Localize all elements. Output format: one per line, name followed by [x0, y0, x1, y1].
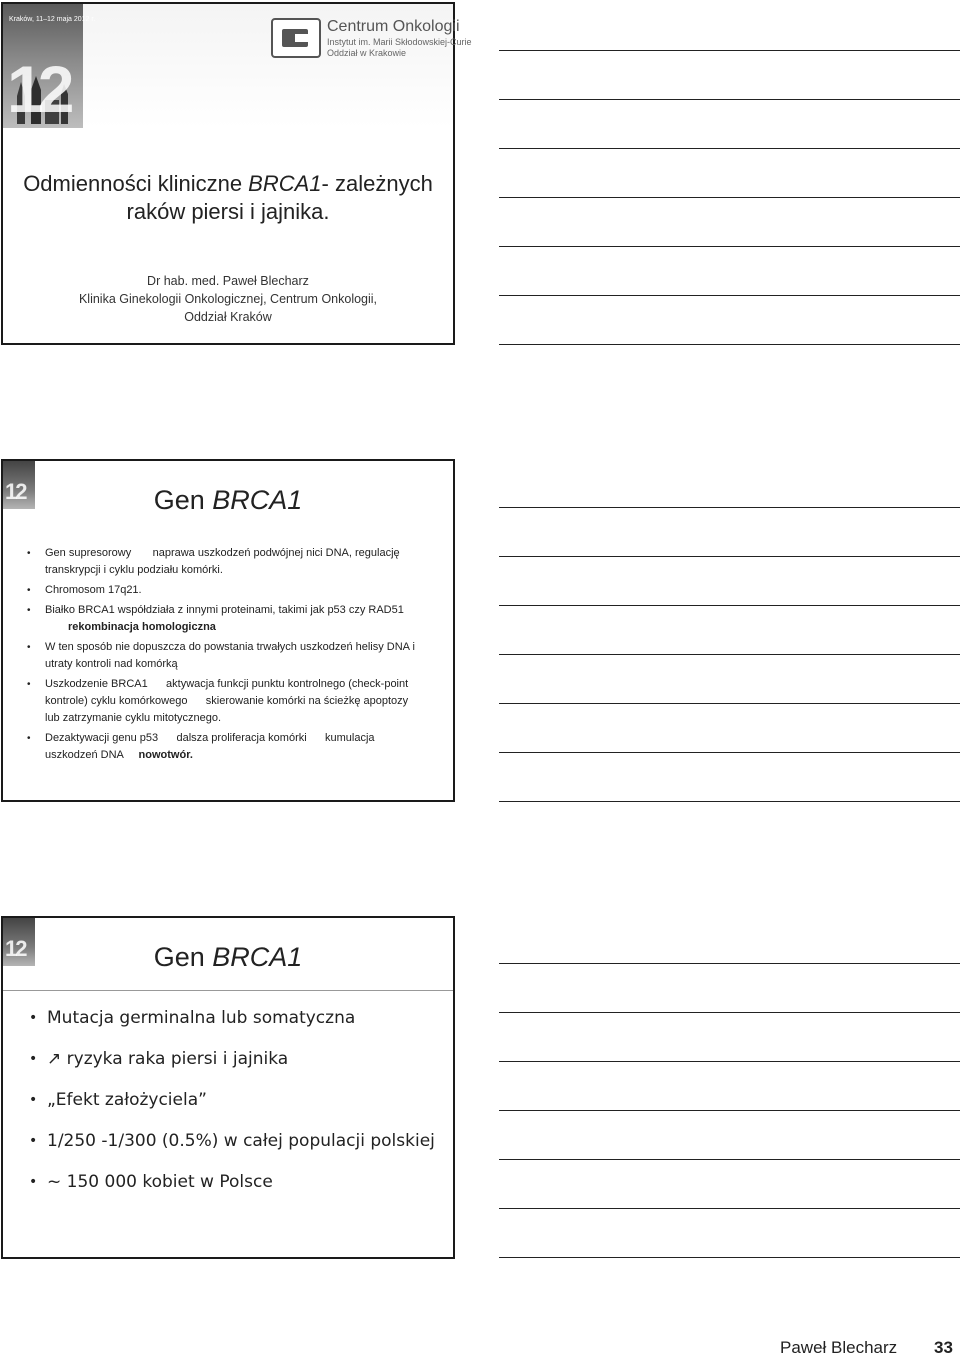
note-line: [499, 99, 960, 100]
slide-2: [1, 459, 455, 802]
note-line: [499, 148, 960, 149]
note-line: [499, 556, 960, 557]
list-item: [25, 676, 439, 727]
note-line: [499, 1159, 960, 1160]
list-item: • ~ 150 000 kobiet w Polsce: [29, 1170, 439, 1194]
author-name: Dr hab. med. Paweł Blecharz: [147, 274, 309, 288]
note-line: [499, 963, 960, 964]
note-line: [499, 1012, 960, 1013]
slide-1: [1, 2, 472, 345]
list-item: • Mutacja germinalna lub somatyczna: [29, 1006, 439, 1030]
note-line: [499, 295, 960, 296]
author-affiliation: Klinika Ginekologii Onkologicznej, Centrum Onkologii,: [78, 292, 378, 306]
logo-mark-icon: [271, 18, 321, 58]
title-gene-name: BRCA1: [248, 171, 322, 196]
conference-banner: [3, 4, 96, 128]
presentation-title: [3, 170, 453, 226]
title-text: Odmienności kliniczne: [23, 171, 249, 196]
list-item: [25, 730, 439, 764]
list-item: • „Efekt założyciela”: [29, 1088, 439, 1112]
note-line: [499, 801, 960, 802]
note-line: [499, 703, 960, 704]
footer-author: Paweł Blecharz: [780, 1338, 898, 1357]
item-text-bold: rekombinacja homologiczna: [68, 621, 216, 633]
logo-branch: Oddział w Krakowie: [327, 48, 407, 58]
logo-title: Centrum Onkologii: [327, 18, 460, 35]
item-text: Chromosom 17q21.: [45, 584, 142, 596]
centrum-onkologii-logo: [271, 18, 472, 62]
note-line: [499, 1061, 960, 1062]
title-gene-name: BRCA1: [212, 942, 303, 972]
author-affiliation: Oddział Kraków: [184, 310, 272, 324]
slide-title: [3, 942, 453, 973]
list-item: • ↗ ryzyka raka piersi i jajnika: [29, 1047, 439, 1071]
note-line: [499, 344, 960, 345]
bullet-list: [29, 1006, 439, 1211]
logo-subtitle: Instytut im. Marii Skłodowskiej-Curie: [327, 37, 472, 47]
title-divider: [3, 990, 453, 991]
banner-number: 12: [5, 479, 26, 504]
note-line: [499, 1110, 960, 1111]
list-item: • 1/250 -1/300 (0.5%) w całej populacji polskiej: [29, 1129, 439, 1153]
slide-title: [3, 485, 453, 516]
note-line: [499, 752, 960, 753]
title-text: - zależnych: [321, 171, 433, 196]
slide-3: [1, 916, 455, 1259]
note-line: [499, 605, 960, 606]
banner-number: 12: [5, 936, 26, 961]
banner-date: Kraków, 11–12 maja 2012 r.: [9, 16, 96, 23]
title-text: Gen: [153, 942, 213, 972]
item-text: transkrypcji i cyklu podziału komórki.: [45, 564, 223, 576]
banner-number: 12: [7, 52, 69, 126]
note-line: [499, 507, 960, 508]
title-text: raków piersi i jajnika.: [126, 199, 330, 224]
list-item: [25, 582, 439, 599]
note-line: [499, 246, 960, 247]
note-line: [499, 1257, 960, 1258]
list-item: [25, 602, 439, 636]
note-line: [499, 197, 960, 198]
item-text: Dezaktywacji genu p53 dalsza proliferacja komórki kumulacja: [45, 732, 375, 744]
title-text: Gen: [153, 485, 213, 515]
item-text: W ten sposób nie dopuszcza do powstania trwałych uszkodzeń helisy DNA i: [45, 641, 415, 653]
item-text-bold: nowotwór.: [138, 749, 193, 761]
list-item: [25, 639, 439, 673]
page-number: 33: [934, 1338, 953, 1357]
item-text: utraty kontroli nad komórką: [45, 658, 178, 670]
note-line: [499, 1208, 960, 1209]
item-text: Uszkodzenie BRCA1 aktywacja funkcji punktu kontrolnego (check-point: [45, 678, 409, 690]
title-gene-name: BRCA1: [212, 485, 303, 515]
item-text: uszkodzeń DNA: [45, 749, 139, 761]
bullet-list: [25, 545, 439, 767]
note-line: [499, 654, 960, 655]
author-block: [3, 272, 453, 326]
list-item: [25, 545, 439, 579]
note-line: [499, 50, 960, 51]
item-text: kontrole) cyklu komórkowego skierowanie komórki na ścieżkę apoptozy: [45, 695, 409, 707]
item-text: lub zatrzymanie cyklu mitotycznego.: [45, 712, 222, 724]
item-text: Gen supresorowy naprawa uszkodzeń podwójnej nici DNA, regulację: [45, 547, 400, 559]
item-text: Białko BRCA1 współdziała z innymi proteinami, takimi jak p53 czy RAD51: [45, 604, 404, 616]
